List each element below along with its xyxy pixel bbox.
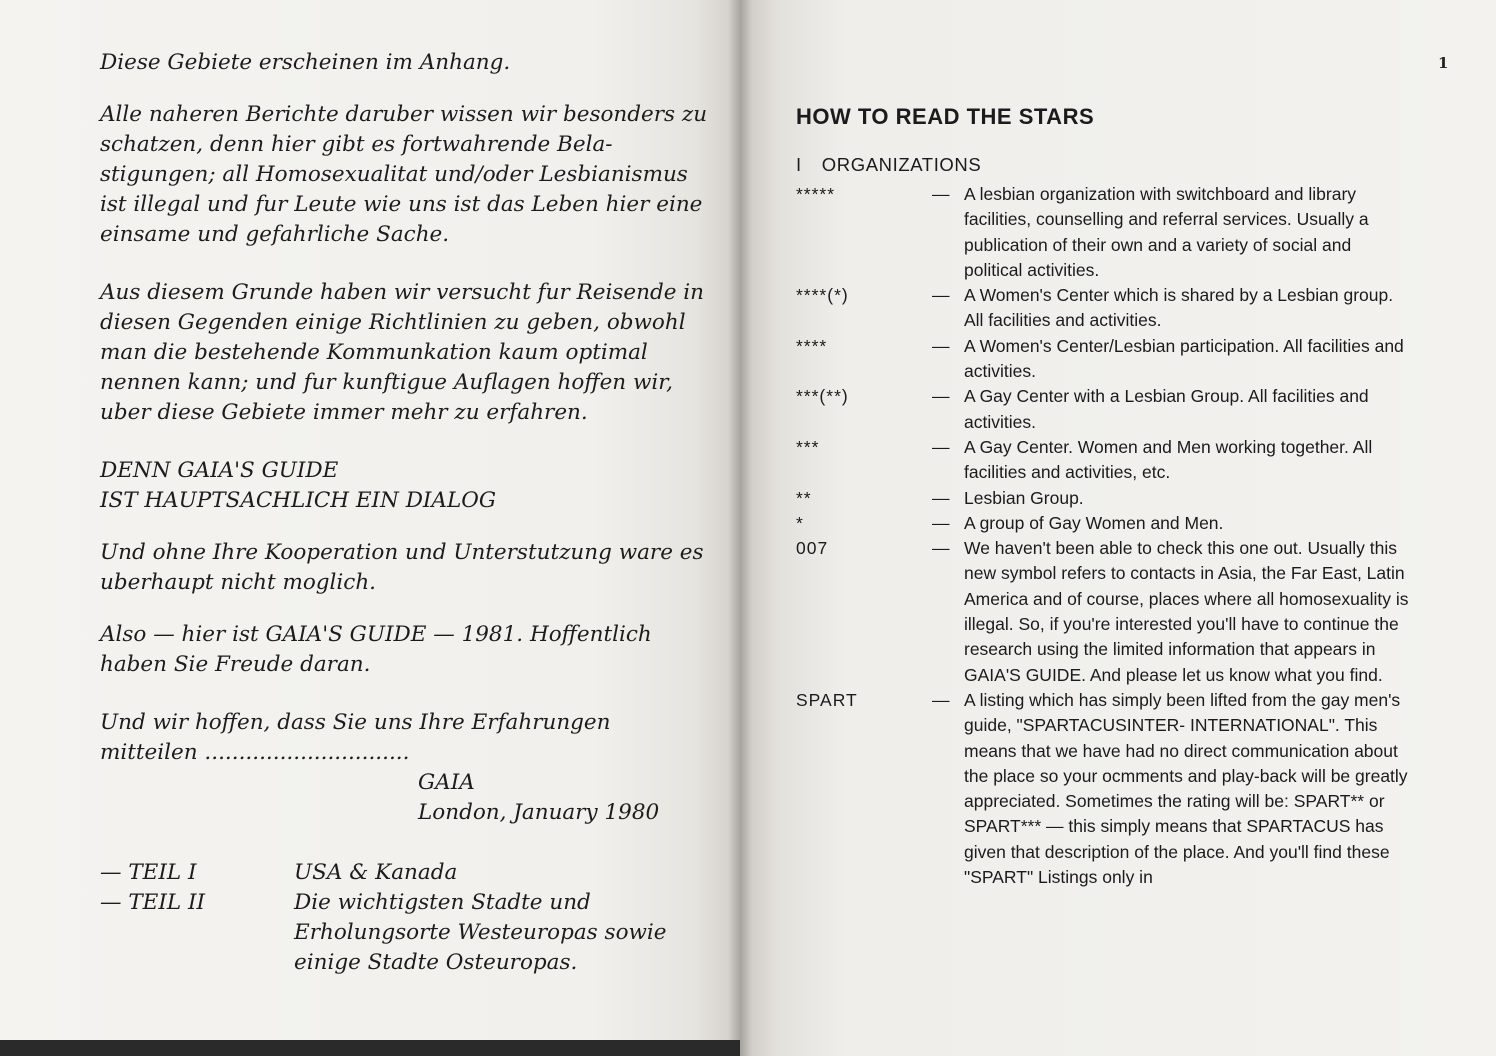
rating-description: We haven't been able to check this one out. Usually this new symbol refers to contacts in Asia, the Far East, Latin America and of course, places where all homosexuality is illegal. So, if you're interested you'll have to continue the research using the limited information that appears in GAIA'S GUIDE. And please let us know what you find. (964, 538, 1409, 685)
intro-line: Diese Gebiete erscheinen im Anhang. (100, 50, 511, 75)
rating-symbol: *** (796, 436, 820, 457)
parts-list (100, 858, 720, 978)
travellers-paragraph: Aus diesem Grunde haben wir versucht fur Reisende in diesen Gegenden einige Richtlinien zu geben, obwohl man die bestehende Kommunkation kaum optimal nennen kann; und fur kunftigue Auflagen hoffen wir, uber diese Gebiete immer mehr zu erfahren. (100, 280, 705, 425)
rating-description: A Women's Center/Lesbian participation. All facilities and activities. (964, 335, 1404, 382)
rating-entry (796, 435, 1436, 486)
rating-symbol: SPART (796, 689, 858, 710)
hope-line: Und wir hoffen, dass Sie uns Ihre Erfahrungen (100, 710, 611, 735)
teil2-label: — TEIL II (100, 890, 205, 915)
entry-dash: — (932, 335, 950, 356)
rating-description: A lesbian organization with switchboard and library facilities, counselling and referral services. Usually a publication of their own and a variety of social and political activities. (964, 184, 1369, 280)
reports-paragraph: Alle naheren Berichte daruber wissen wir besonders zu schatzen, denn hier gibt es fortwahrende Bela- stigungen; all Homosexualitat und/oder Lesbianismus ist illegal und fur Leute wie uns ist das Leben hier eine einsame und gefahrliche Sache. (100, 102, 708, 247)
rating-description: Lesbian Group. (964, 487, 1084, 508)
rating-entry (796, 536, 1436, 688)
rating-symbol: ****(*) (796, 285, 849, 306)
rating-entry (796, 486, 1436, 511)
teil1-text: USA & Kanada (294, 860, 458, 885)
teil2-text-line3: einige Stadte Osteuropas. (294, 950, 578, 975)
signature-place: London, January 1980 (418, 800, 660, 825)
rating-entry (796, 334, 1436, 385)
entry-dash: — (932, 487, 950, 508)
rating-description: A listing which has simply been lifted from the gay men's guide, "SPARTACUSINTER- INTERNATIONAL". This means that we have had no direct communication about the place so your ocmments and play-back will be greatly appreciated. Sometimes the rating will be: SPART** or SPART*** — this simply means that SPARTACUS has given that description of the place. And you'll find these "SPART" Listings only in (964, 689, 1408, 888)
entry-dash: — (932, 436, 950, 457)
rating-symbol: ** (796, 487, 812, 508)
book-gutter (728, 0, 752, 1056)
dialog-heading-line2: IST HAUPTSACHLICH EIN DIALOG (100, 488, 497, 513)
entry-dash: — (932, 538, 950, 559)
rating-entry (796, 283, 1436, 334)
section-title: ORGANIZATIONS (821, 154, 982, 175)
german-text-block (100, 48, 720, 978)
entry-dash: — (932, 512, 950, 533)
rating-description: A Women's Center which is shared by a Lesbian group. All facilities and activities. (964, 285, 1394, 331)
rating-symbol: 007 (796, 538, 829, 559)
rating-description: A Gay Center with a Lesbian Group. All facilities and activities. (964, 386, 1369, 432)
rating-entry (796, 688, 1436, 890)
dialog-heading-line1: DENN GAIA'S GUIDE (100, 458, 339, 483)
entry-dash: — (932, 285, 950, 306)
teil2-text-line2: Erholungsorte Westeuropas sowie (294, 920, 667, 945)
page-bottom-edge (0, 1040, 740, 1056)
section-heading (796, 154, 1436, 176)
section-number: I (796, 154, 802, 175)
entry-dash: — (932, 689, 950, 710)
hope-line-dots: mitteilen .............................. (100, 740, 410, 765)
teil2-text-line1: Die wichtigsten Stadte und (294, 890, 591, 915)
signature-name: GAIA (418, 770, 475, 795)
rating-entries (796, 182, 1436, 890)
teil1-label: — TEIL I (100, 860, 197, 885)
rating-symbol: ***(**) (796, 386, 849, 407)
rating-symbol: ***** (796, 184, 836, 204)
rating-entry (796, 384, 1436, 435)
rating-symbol: * (796, 512, 804, 533)
rating-entry (796, 511, 1436, 536)
entry-dash: — (932, 386, 950, 407)
also-paragraph: Also — hier ist GAIA'S GUIDE — 1981. Hoffentlich haben Sie Freude daran. (100, 622, 652, 677)
english-text-block (796, 104, 1436, 890)
rating-description: A Gay Center. Women and Men working together. All facilities and activities, etc. (964, 436, 1373, 483)
rating-description: A group of Gay Women and Men. (964, 512, 1224, 533)
cooperation-paragraph: Und ohne Ihre Kooperation und Unterstutzung ware es uberhaupt nicht moglich. (100, 540, 704, 595)
rating-entry (796, 182, 1436, 283)
rating-symbol: **** (796, 335, 828, 356)
page-number: 1 (1438, 54, 1449, 72)
entry-dash: — (932, 184, 950, 204)
page-title: HOW TO READ THE STARS (796, 104, 1095, 129)
